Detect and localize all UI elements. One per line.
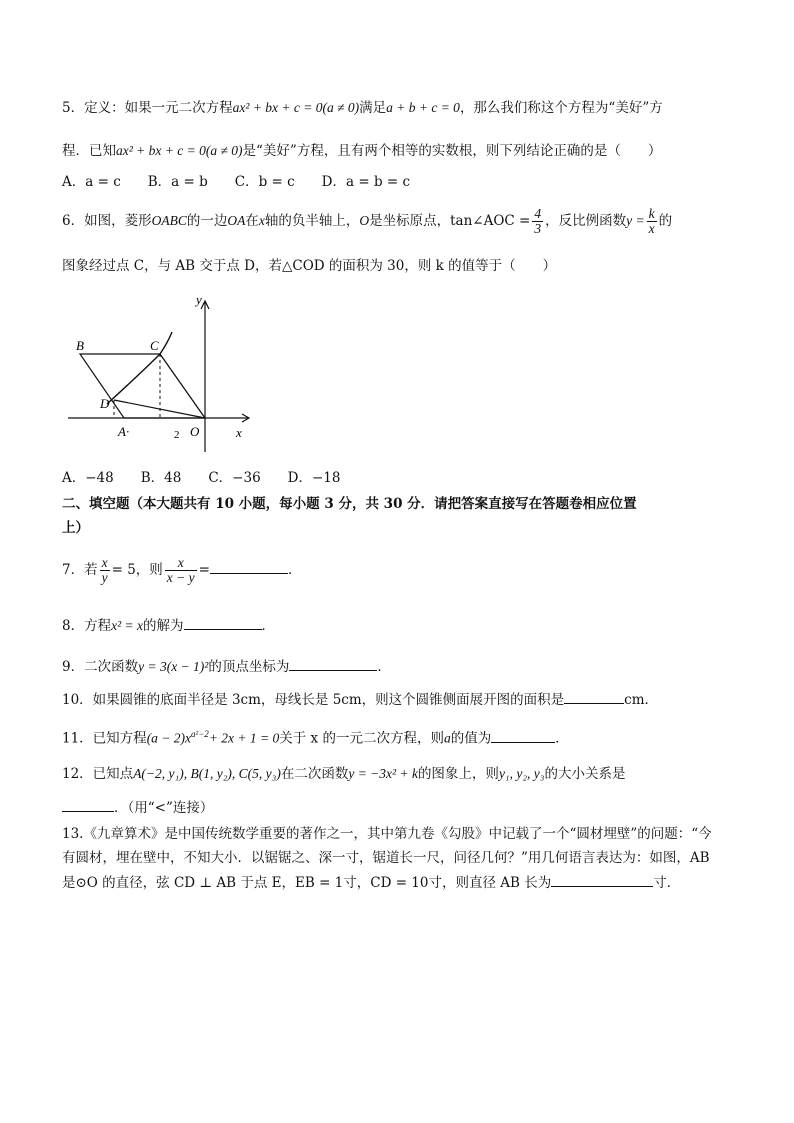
label-a: A· <box>118 424 130 439</box>
q13-line1: 13.《九章算术》是中国传统数学重要的著作之一，其中第九卷《勾股》中记载了一个“圆材埋壁”的问题：“今 <box>62 826 712 842</box>
hyperbola-curve <box>107 332 172 404</box>
rhombus-oabc <box>80 354 205 418</box>
label-o: O <box>190 424 200 439</box>
label-d: D <box>100 396 110 411</box>
q7-fraction-2: $\frac{x}{x - y}$ <box>166 555 195 585</box>
q5-line2: 程．已知ax² + bx + c = 0(a ≠ 0)是“美好”方程，且有两个相等的实数根，则下列结论正确的是（ ） <box>62 143 662 159</box>
q8: 8．方程x² = x的解为 ． <box>62 615 275 636</box>
q13-line2: 有圆材，埋在壁中，不知大小．以锯锯之、深一寸，锯道长一尺，问径几何？”用几何语言表达为：如图，AB <box>62 850 710 866</box>
label-x: x <box>236 425 242 440</box>
tan-fraction: $\frac{4}{3}$ <box>534 206 542 236</box>
q7-answer-blank[interactable] <box>210 559 288 574</box>
q12-line1: 12．已知点A(−2, y₁), B(1, y₂), C(5, y₃)在二次函数y = −3x² + k的图象上，则y₁, y₂, y₃的大小关系是 <box>62 766 626 782</box>
q10-answer-blank[interactable] <box>564 689 624 704</box>
q5-options: A．a = c B．a = b C．b = c D．a = b = c <box>62 174 411 190</box>
q13-answer-blank[interactable] <box>551 872 653 887</box>
q7: 7．若 $\frac{x}{y}$ = 5，则 $\frac{x}{x - y}$ = ． <box>62 555 302 585</box>
q5-line1: 5．定义：如果一元二次方程ax² + bx + c = 0(a ≠ 0)满足a + b + c = 0，那么我们称这个方程为“美好”方 <box>62 100 663 116</box>
q9-answer-blank[interactable] <box>289 656 377 671</box>
rhombus-figure <box>62 292 262 452</box>
q12-answer-blank[interactable] <box>62 797 114 812</box>
q10: 10．如果圆锥的底面半径是 3cm，母线长是 5cm，则这个圆锥侧面展开图的面积是 cm． <box>62 689 658 710</box>
q13-line3: 是⊙O 的直径，弦 CD ⊥ AB 于点 E，EB = 1寸，CD = 10寸，则直径 AB 长为 寸． <box>62 872 680 893</box>
label-b: B <box>76 338 84 353</box>
q6-line1: 6．如图，菱形OABC的一边OA在x轴的负半轴上，O是坐标原点，tan∠AOC = $\frac{4}{3}$ ，反比例函数y = $\frac{k}{x}$ 的 <box>62 206 673 236</box>
section2-heading-line1: 二、填空题（本大题共有 10 小题，每小题 3 分，共 30 分．请把答案直接写在答题卷相应位置 <box>62 496 637 512</box>
q9: 9．二次函数y = 3(x − 1)²的顶点坐标为 ． <box>62 656 391 677</box>
label-c: C <box>150 338 159 353</box>
section2-heading-line2: 上） <box>62 520 89 536</box>
segment-oc <box>160 354 205 418</box>
q7-fraction-1: $\frac{x}{y}$ <box>101 555 108 585</box>
q6-line2: 图象经过点 C，与 AB 交于点 D，若△COD 的面积为 30，则 k 的值等于（ ） <box>62 258 557 274</box>
q11-answer-blank[interactable] <box>491 728 555 743</box>
q6-options: A．−48 B．48 C．−36 D．−18 <box>62 470 341 486</box>
q8-answer-blank[interactable] <box>184 615 262 630</box>
q11: 11．已知方程$(a - 2)x^{a^2-2}+ 2x + 1 = 0$关于 x 的一元二次方程，则a的值为 ． <box>62 729 569 747</box>
q12-line2: ．（用“<”连接） <box>62 797 213 818</box>
label-2: 2 <box>174 429 180 441</box>
label-y: y <box>196 292 202 307</box>
k-fraction: $\frac{k}{x}$ <box>648 206 655 236</box>
